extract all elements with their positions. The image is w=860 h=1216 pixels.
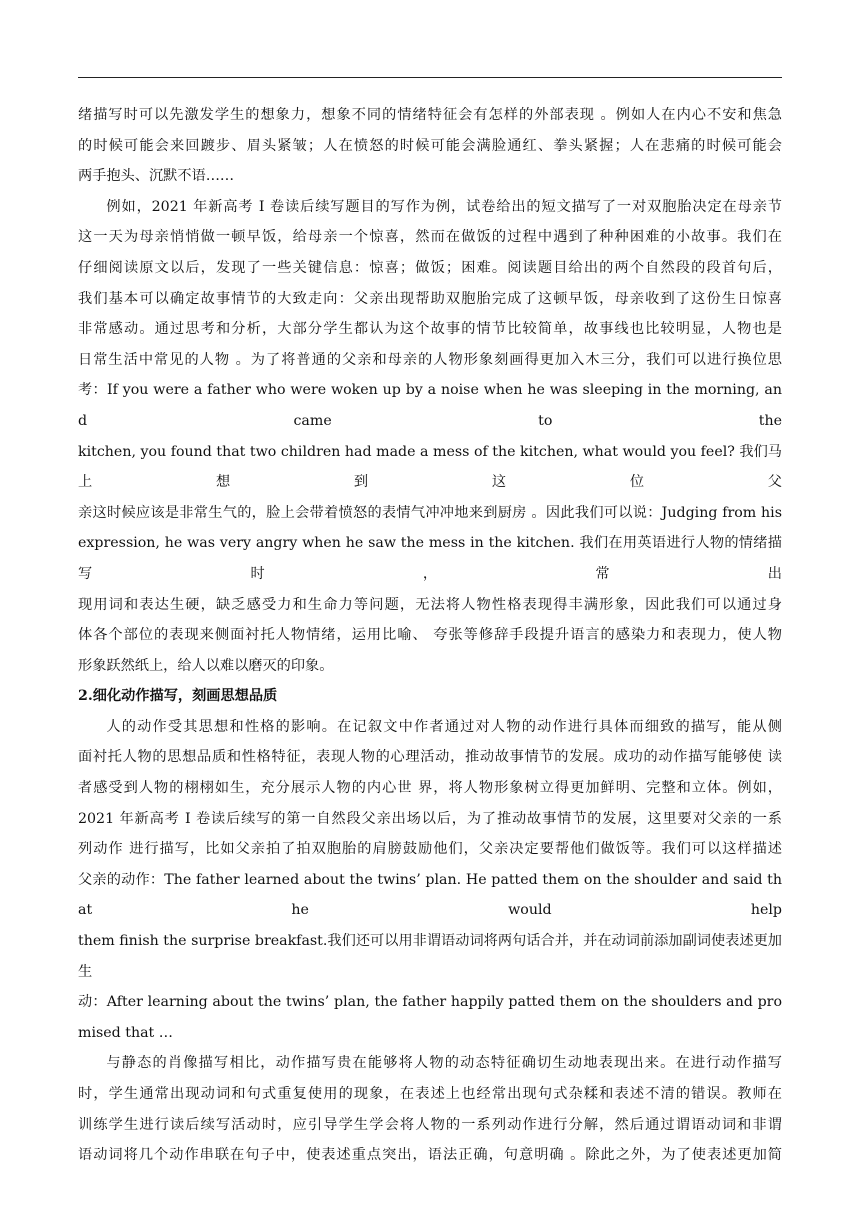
text-line: 动：After learning about the twins’ plan, the father happily patted them on the shoulders and promised that …: [78, 994, 782, 1041]
text-line: 与静态的肖像描写相比，动作描写贵在能够将人物的动态特征确切生动地表现出来。在进行动作描写: [106, 1055, 782, 1072]
text-line: 亲这时候应该是非常生气的，脸上会带着愤怒的表情气冲冲地来到厨房 。因此我们可以说：Judging from his: [78, 504, 782, 521]
text-line: 考：If you were a father who were woken up by a noise when he was sleeping in the morning, and came to the: [78, 382, 782, 429]
document-body: [78, 100, 782, 1171]
text-line: 训练学生进行读后续写活动时，应引导学生学会将人物的一系列动作进行分解，然后通过谓语动词和非谓: [78, 1116, 782, 1133]
text-line: 例如，2021 年新高考 I 卷读后续写题目的写作为例，试卷给出的短文描写了一对双胞胎决定在母亲节: [106, 198, 782, 215]
text-line: 绪描写时可以先激发学生的想象力，想象不同的情绪特征会有怎样的外部表现 。例如人在内心不安和焦急: [78, 107, 782, 123]
text-line: 人的动作受其思想和性格的影响。在记叙文中作者通过对人物的动作进行具体而细致的描写，能从侧: [106, 718, 782, 735]
text-line: 时，学生通常出现动词和句式重复使用的现象，在表述上也经常出现句式杂糅和表述不清的错误。教师在: [78, 1086, 782, 1102]
paragraph-static-vs-dynamic: [78, 1048, 782, 1170]
text-line: 的时候可能会来回踱步、眉头紧皱；人在愤怒的时候可能会满脸通红、拳头紧握；人在悲痛的时候可能会: [78, 137, 782, 154]
text-line: 非常感动。通过思考和分析，大部分学生都认为这个故事的情节比较简单，故事线也比较明显，人物也是: [78, 321, 782, 338]
section-heading: 2.细化动作描写，刻画思想品质: [78, 688, 278, 705]
text-line: 这一天为母亲悄悄做一顿早饭，给母亲一个惊喜，然而在做饭的过程中遇到了种种困难的小故事。我们在: [78, 229, 782, 246]
header-rule: [78, 77, 782, 78]
text-line: 两手抱头、沉默不语……: [78, 168, 235, 185]
text-line: 现用词和表达生硬，缺乏感受力和生命力等问题，无法将人物性格表现得丰满形象，因此我们可以通过身: [78, 596, 782, 613]
text-line: 语动词将几个动作串联在句子中，使表述重点突出，语法正确，句意明确 。除此之外，为了使表述更加简: [78, 1147, 782, 1164]
paragraph-action-description: [78, 712, 782, 1049]
text-line: 我们基本可以确定故事情节的大致走向：父亲出现帮助双胞胎完成了这顿早饭，母亲收到了这份生日惊喜: [78, 290, 782, 307]
paragraph-emotion-examples: [78, 100, 782, 192]
text-line: 父亲的动作：The father learned about the twins’ plan. He patted them on the shoulder and said that he would help: [78, 871, 782, 919]
text-line: 仔细阅读原文以后，发现了一些关键信息：惊喜；做饭；困难。阅读题目给出的两个自然段的段首句后，: [78, 259, 782, 276]
text-line: them finish the surprise breakfast.我们还可以用非谓语动词将两句话合并，并在动词前添加副词使表述更加生: [78, 933, 782, 980]
text-line: 列动作 进行描写，比如父亲拍了拍双胞胎的肩膀鼓励他们，父亲决定要帮他们做饭等。我们可以这样描述: [78, 841, 782, 858]
text-line: 体各个部位的表现来侧面衬托人物情绪，运用比喻、 夸张等修辞手段提升语言的感染力和表现力，使人物: [78, 627, 782, 644]
text-line: 形象跃然纸上，给人以难以磨灭的印象。: [78, 657, 334, 674]
paragraph-gaokao-example: [78, 192, 782, 682]
text-line: 者感受到人物的栩栩如生，充分展示人物的内心世 界，将人物形象树立得更加鲜明、完整和立体。例如，: [78, 780, 782, 797]
text-line: 2021 年新高考 I 卷读后续写的第一自然段父亲出场以后，为了推动故事情节的发展，这里要对父亲的一系: [78, 810, 782, 827]
text-line: 面衬托人物的思想品质和性格特征，表现人物的心理活动，推动故事情节的发展。成功的动作描写能够使 读: [78, 749, 782, 766]
text-line: expression, he was very angry when he saw the mess in the kitchen. 我们在用英语进行人物的情绪描写时，常出: [78, 535, 782, 582]
text-line: kitchen, you found that two children had made a mess of the kitchen, what would you feel? 我们马上想到这位父: [78, 443, 782, 491]
text-line: 日常生活中常见的人物 。为了将普通的父亲和母亲的人物形象刻画得更加入木三分，我们可以进行换位思: [78, 351, 782, 368]
